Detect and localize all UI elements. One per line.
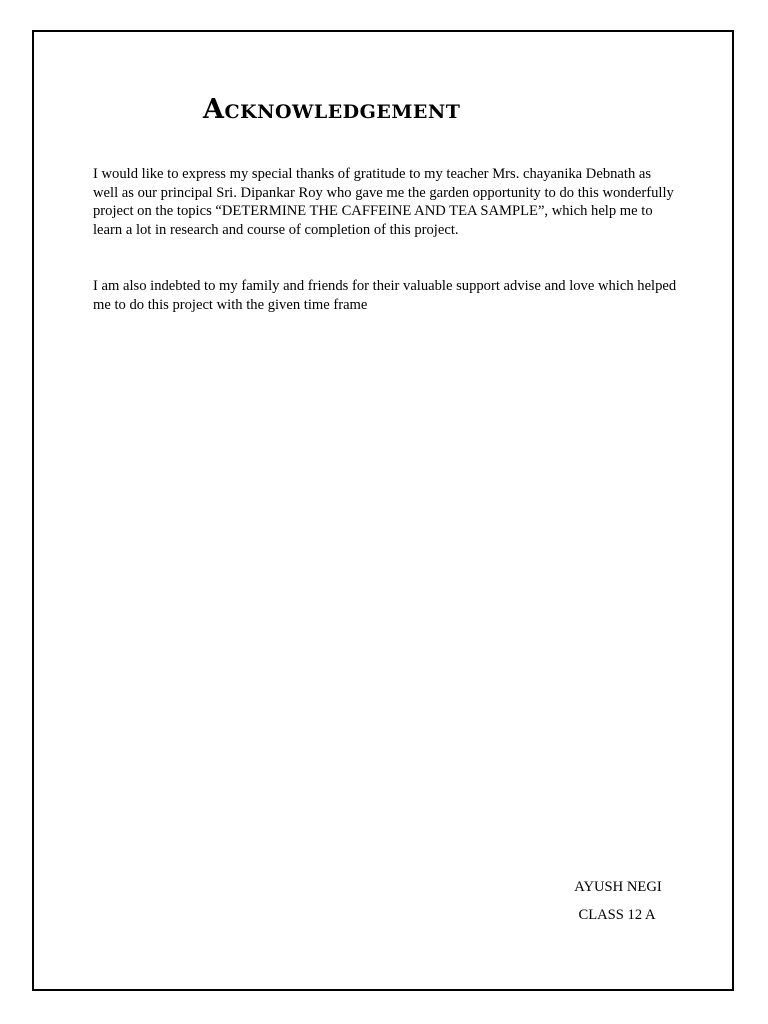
signature-name: AYUSH NEGI — [574, 879, 662, 895]
acknowledgement-paragraph-2: I am also indebted to my family and friends for their valuable support advise and love which helped me to do this project with the given time frame — [93, 278, 677, 313]
page-title: Acknowledgement — [203, 94, 461, 125]
signature-class: CLASS 12 A — [578, 907, 656, 923]
acknowledgement-paragraph-1: I would like to express my special thanks of gratitude to my teacher Mrs. chayanika Debnath as well as our principal Sri. Dipankar Roy who gave me the garden opportunity to do this wonderfully project on the topics “DETERMINE THE CAFFEINE AND TEA SAMPLE”, which help me to learn a lot in research and course of completion of this project. — [93, 166, 674, 238]
